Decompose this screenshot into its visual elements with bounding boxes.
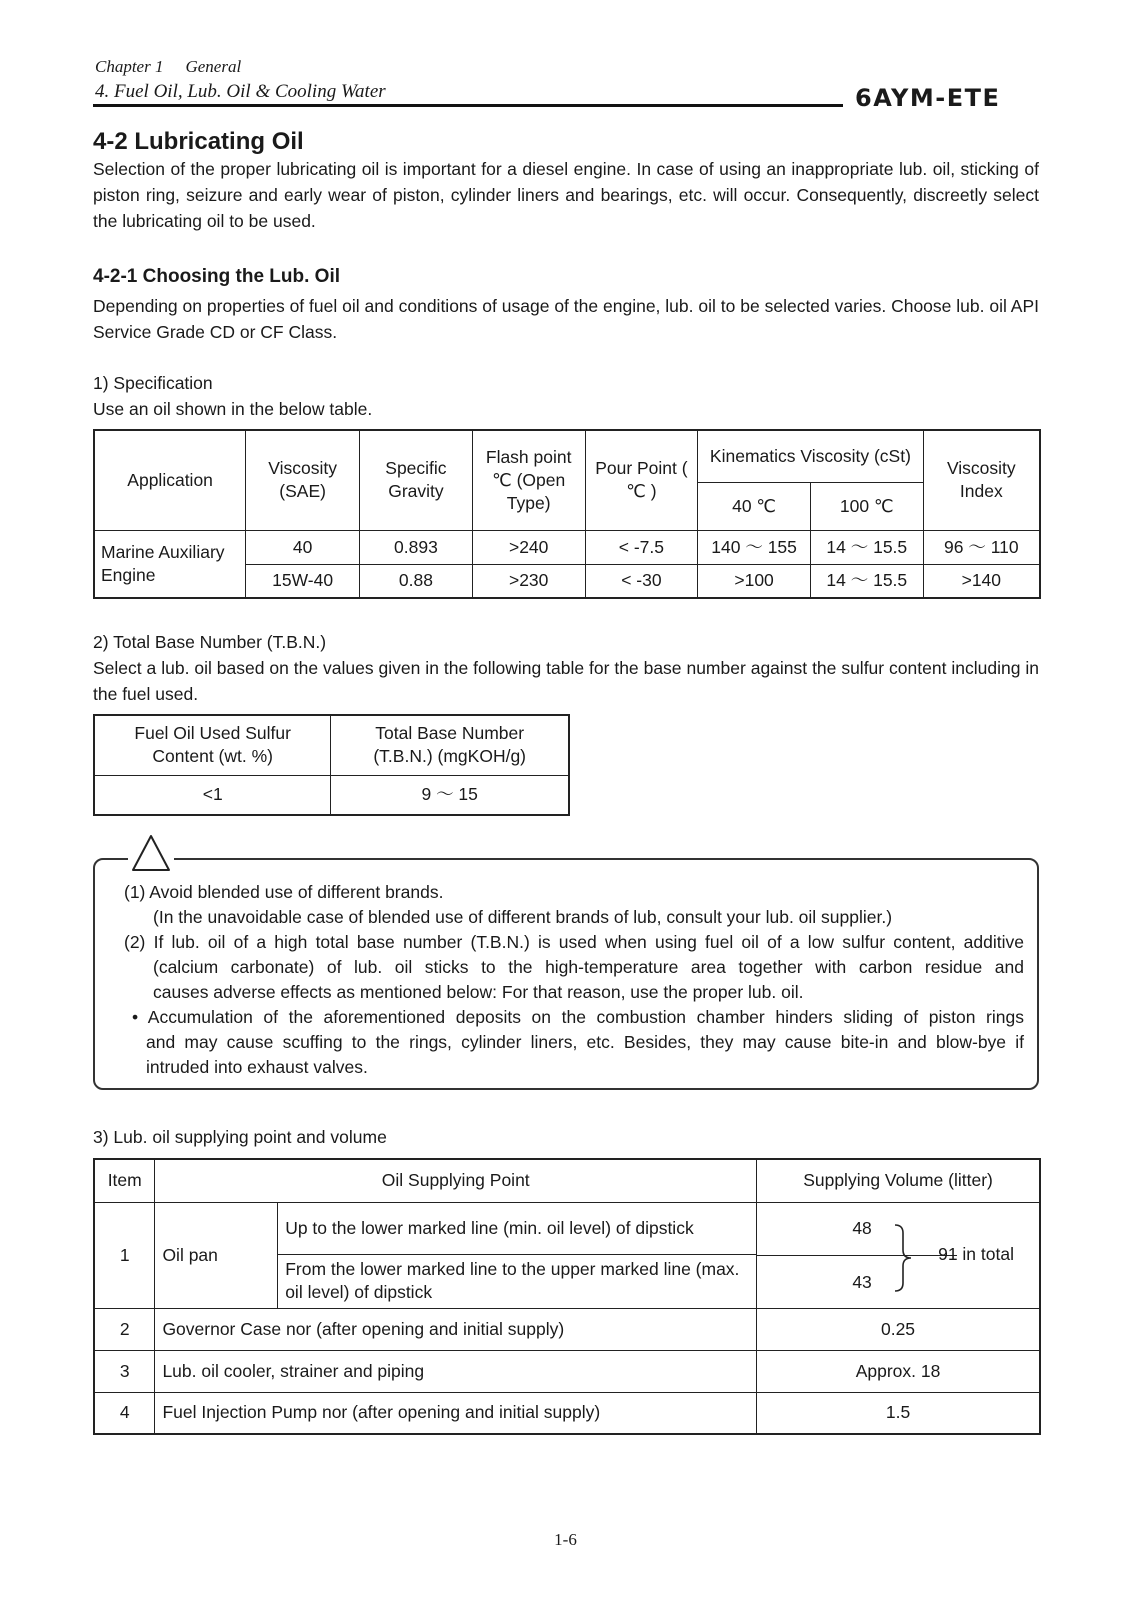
caution-line: causes adverse effects as mentioned below: For that reason, use the proper lub. oil. xyxy=(153,982,804,1002)
spec-cell: 0.88 xyxy=(360,564,473,598)
spec-cell: 40 xyxy=(246,530,360,564)
item-cell: 2 xyxy=(94,1308,155,1350)
spec-cell: >140 xyxy=(923,564,1040,598)
item-cell: 1 xyxy=(94,1202,155,1308)
header-kin-40: 40 ℃ xyxy=(698,482,811,530)
header-pour-point: Pour Point ( ℃ ) xyxy=(585,430,698,530)
spec-cell: 15W-40 xyxy=(246,564,360,598)
header-supplying-volume: Supplying Volume (litter) xyxy=(757,1159,1040,1202)
intro-paragraph: Selection of the proper lubricating oil is important for a diesel engine. In case of using an inappropriate lub. oil, sticking of piston ring, seizure and early wear of piston, cylinder liners and bearings, etc. will occur. Consequently, discreetly select the lubricating oil to be used. xyxy=(93,159,1039,231)
header-supplying-point: Oil Supplying Point xyxy=(155,1159,757,1202)
caution-line: intruded into exhaust valves. xyxy=(146,1057,368,1077)
spec-label: 1) Specification xyxy=(93,373,213,393)
supply-point-cell: Lub. oil cooler, strainer and piping xyxy=(155,1350,757,1392)
oil-pan-volume-cell xyxy=(757,1202,1040,1308)
spec-cell: < -30 xyxy=(585,564,698,598)
spec-cell: 140 ～ 155 xyxy=(698,530,811,564)
header-gravity: Specific Gravity xyxy=(360,430,473,530)
tbn-cell: 9 ～ 15 xyxy=(331,775,569,815)
oil-pan-cell: Oil pan xyxy=(155,1202,278,1308)
header-tbn: Total Base Number (T.B.N.) (mgKOH/g) xyxy=(331,715,569,775)
supply-point-cell: Governor Case nor (after opening and initial supply) xyxy=(155,1308,757,1350)
oil-pan-volume-1: 48 xyxy=(852,1217,872,1238)
section-header: 4. Fuel Oil, Lub. Oil & Cooling Water xyxy=(95,81,386,102)
spec-cell: >100 xyxy=(698,564,811,598)
caution-line: (In the unavoidable case of blended use of different brands of lub, consult your lub. oil supplier.) xyxy=(153,907,893,927)
specification-table xyxy=(93,429,1041,599)
header-sulfur: Fuel Oil Used Sulfur Content (wt. %) xyxy=(94,715,331,775)
tbn-label: 2) Total Base Number (T.B.N.) xyxy=(93,632,327,652)
subsection-title: 4-2-1 Choosing the Lub. Oil xyxy=(93,266,340,287)
spec-cell: >230 xyxy=(472,564,585,598)
spec-note: Use an oil shown in the below table. xyxy=(93,399,373,419)
caution-text xyxy=(124,880,1024,1080)
supply-volume-cell: 1.5 xyxy=(757,1392,1040,1434)
header-item: Item xyxy=(94,1159,155,1202)
supply-label: 3) Lub. oil supplying point and volume xyxy=(93,1127,387,1147)
header-rule xyxy=(93,104,843,107)
oil-pan-sub-2: From the lower marked line to the upper marked line (max. oil level) of dipstick xyxy=(278,1254,757,1308)
header-kinematics: Kinematics Viscosity (cSt) xyxy=(698,430,923,482)
tbn-cell: <1 xyxy=(94,775,331,815)
header-kin-100: 100 ℃ xyxy=(810,482,923,530)
oil-pan-total: 91 in total xyxy=(938,1243,1014,1264)
model-name: 6AYM-ETE xyxy=(855,84,1001,112)
tbn-table xyxy=(93,714,570,816)
tbn-note: Select a lub. oil based on the values given in the following table for the base number against the sulfur content including in the fuel used. xyxy=(93,658,1039,704)
supply-volume-cell: Approx. 18 xyxy=(757,1350,1040,1392)
caution-line: and may cause scuffing to the rings, cylinder liners, etc. Besides, they may cause bite-in and blow-bye if xyxy=(146,1032,1024,1052)
warning-triangle-icon xyxy=(131,834,171,872)
spec-cell: 96 ～ 110 xyxy=(923,530,1040,564)
oil-pan-volume-2: 43 xyxy=(852,1271,872,1292)
caution-line: • Accumulation of the aforementioned deposits on the combustion chamber hinders sliding of piston rings xyxy=(132,1007,1024,1027)
spec-cell: < -7.5 xyxy=(585,530,698,564)
chapter-title: General xyxy=(185,57,242,76)
header-application: Application xyxy=(94,430,246,530)
brace-icon xyxy=(893,1223,913,1293)
caution-line: (2) If lub. oil of a high total base number (T.B.N.) is used when using fuel oil of a low sulfur content, additive xyxy=(124,932,1024,952)
caution-line: (calcium carbonate) of lub. oil sticks to the high-temperature area together with carbon residue and xyxy=(153,957,1024,977)
supply-point-cell: Fuel Injection Pump nor (after opening and initial supply) xyxy=(155,1392,757,1434)
spec-cell: 14 ～ 15.5 xyxy=(810,564,923,598)
spec-cell: 14 ～ 15.5 xyxy=(810,530,923,564)
item-cell: 3 xyxy=(94,1350,155,1392)
chapter-number: Chapter 1 xyxy=(95,57,164,76)
header-viscosity-index: Viscosity Index xyxy=(923,430,1040,530)
subsection-paragraph: Depending on properties of fuel oil and conditions of usage of the engine, lub. oil to be selected varies. Choose lub. oil API Service Grade CD or CF Class. xyxy=(93,296,1039,342)
application-cell: Marine Auxiliary Engine xyxy=(94,530,246,598)
spec-cell: >240 xyxy=(472,530,585,564)
header-viscosity: Viscosity (SAE) xyxy=(246,430,360,530)
header-flash-point: Flash point ℃ (Open Type) xyxy=(472,430,585,530)
chapter-header xyxy=(95,57,241,77)
spec-cell: 0.893 xyxy=(360,530,473,564)
item-cell: 4 xyxy=(94,1392,155,1434)
caution-line: (1) Avoid blended use of different brands. xyxy=(124,882,444,902)
section-title: 4-2 Lubricating Oil xyxy=(93,128,304,155)
page-number: 1-6 xyxy=(554,1530,577,1549)
supply-table xyxy=(93,1158,1041,1435)
oil-pan-sub-1: Up to the lower marked line (min. oil level) of dipstick xyxy=(278,1202,757,1254)
supply-volume-cell: 0.25 xyxy=(757,1308,1040,1350)
